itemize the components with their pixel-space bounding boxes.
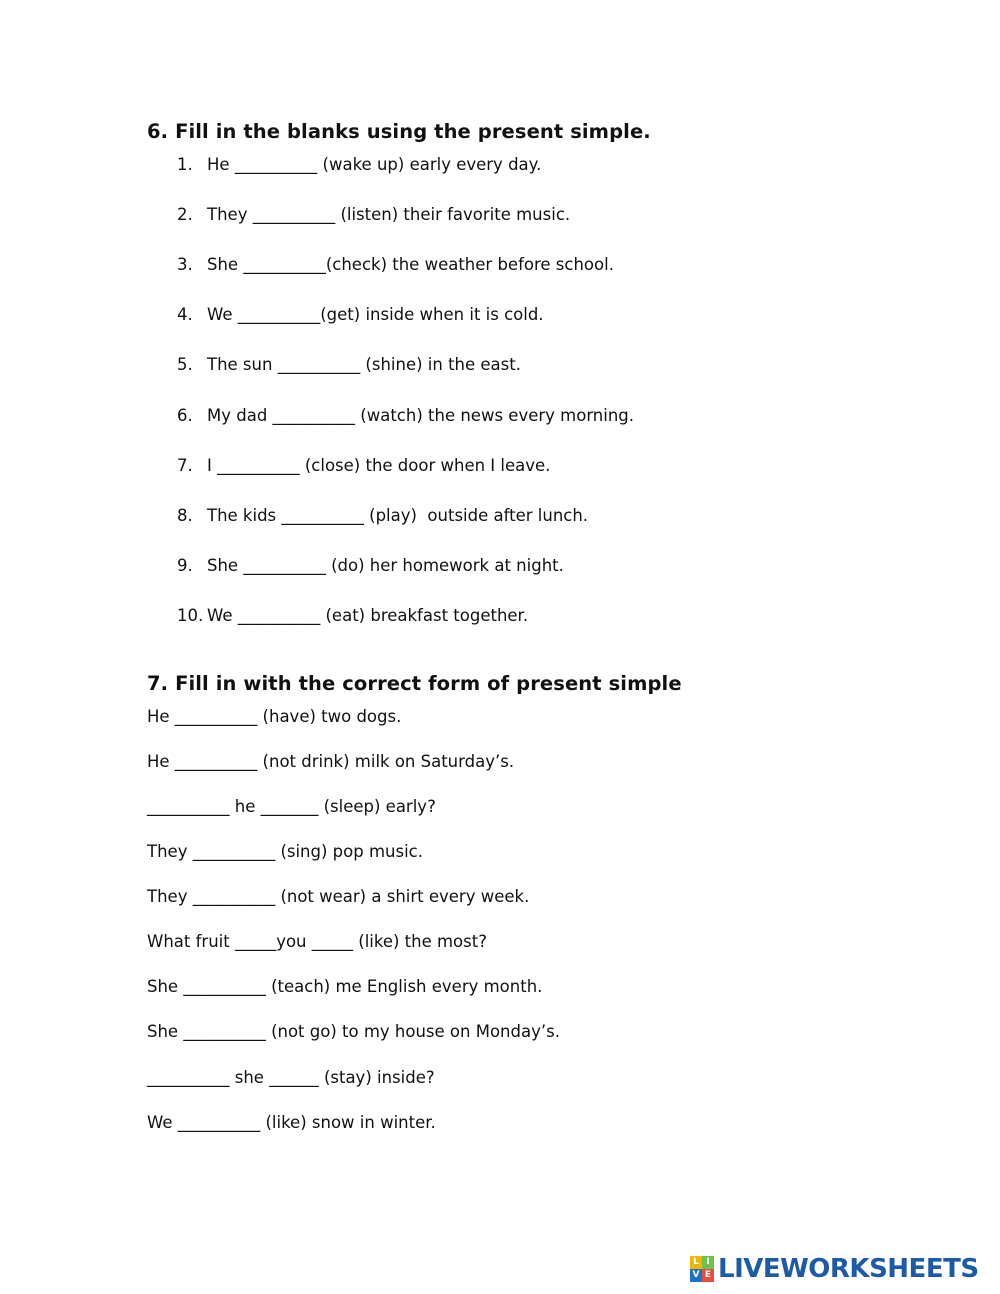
liveworksheets-mark-icon: L I V E: [690, 1256, 714, 1282]
item-text: The kids __________ (play) outside after lunch.: [207, 506, 589, 525]
list-item: [177, 405, 634, 427]
item-number: 5.: [177, 355, 193, 374]
item-text: The sun __________ (shine) in the east.: [207, 355, 521, 374]
list-item: They __________ (not wear) a shirt every week.: [147, 887, 530, 906]
list-item: [177, 254, 614, 276]
list-item: She __________ (not go) to my house on Monday’s.: [147, 1022, 560, 1041]
list-item: [177, 154, 541, 176]
list-item: [177, 505, 588, 527]
list-item: [177, 204, 570, 226]
list-item: He __________ (not drink) milk on Saturday’s.: [147, 752, 515, 771]
item-number: 10.: [177, 606, 204, 625]
item-number: 8.: [177, 506, 193, 525]
item-text: He __________ (wake up) early every day.: [207, 155, 542, 174]
item-number: 1.: [177, 155, 193, 174]
list-item: __________ he _______ (sleep) early?: [147, 797, 436, 816]
list-item: They __________ (sing) pop music.: [147, 842, 423, 861]
section-7-heading: 7. Fill in with the correct form of present simple: [147, 672, 682, 695]
item-text: We __________(get) inside when it is cold.: [207, 305, 544, 324]
item-text: I __________ (close) the door when I leave.: [207, 456, 551, 475]
list-item: He __________ (have) two dogs.: [147, 707, 402, 726]
section-6-heading: 6. Fill in the blanks using the present simple.: [147, 120, 651, 143]
item-number: 4.: [177, 305, 193, 324]
list-item: She __________ (teach) me English every month.: [147, 977, 543, 996]
list-item: [177, 605, 528, 627]
item-number: 3.: [177, 255, 193, 274]
list-item: [177, 304, 544, 326]
list-item: We __________ (like) snow in winter.: [147, 1113, 436, 1132]
list-item: __________ she ______ (stay) inside?: [147, 1068, 435, 1087]
item-number: 9.: [177, 556, 193, 575]
item-text: She __________ (do) her homework at night.: [207, 556, 564, 575]
list-item: What fruit _____you _____ (like) the most?: [147, 932, 487, 951]
item-number: 6.: [177, 406, 193, 425]
item-text: We __________ (eat) breakfast together.: [207, 606, 529, 625]
item-number: 2.: [177, 205, 193, 224]
list-item: [177, 455, 550, 477]
liveworksheets-logo: [690, 1254, 979, 1284]
logo-text: LIVEWORKSHEETS: [718, 1254, 979, 1284]
item-number: 7.: [177, 456, 193, 475]
item-text: They __________ (listen) their favorite music.: [207, 205, 571, 224]
item-text: My dad __________ (watch) the news every morning.: [207, 406, 635, 425]
item-text: She __________(check) the weather before school.: [207, 255, 614, 274]
list-item: [177, 354, 521, 376]
list-item: [177, 555, 564, 577]
